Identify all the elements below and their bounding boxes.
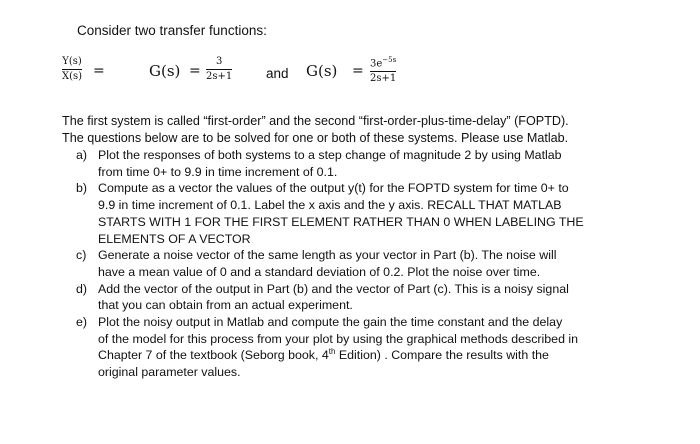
item-line: Generate a noise vector of the same length as your vector in Part (b). The noise will — [98, 248, 557, 263]
item-line: Plot the responses of both systems to a step change of magnitude 2 by using Matlab — [98, 148, 562, 162]
item-marker: d) — [76, 281, 88, 296]
item-line — [98, 347, 682, 364]
second-numerator-base: 3e — [370, 58, 383, 70]
description-paragraph — [62, 113, 672, 147]
item-marker: b) — [76, 181, 88, 196]
item-line: 9.9 in time increment of 0.1. Label the x axis and the y axis. RECALL THAT MATLAB — [98, 198, 562, 213]
fraction-bar — [370, 71, 396, 72]
question-list — [62, 147, 682, 381]
lhs-fraction — [62, 56, 82, 83]
paragraph-line: The questions below are to be solved for one or both of these systems. Please use Matlab. — [62, 131, 569, 145]
question-e — [62, 314, 682, 381]
lhs-denominator: X(s) — [62, 71, 83, 82]
item-line: original parameter values. — [98, 365, 241, 380]
intro-text: Consider two transfer functions: — [77, 23, 267, 38]
item-line: Plot the noisy output in Matlab and compute the gain the time constant and the delay — [98, 315, 563, 330]
item-line: have a mean value of 0 and a standard deviation of 0.2. Plot the noise over time. — [98, 264, 541, 279]
second-numerator-exponent: −5s — [382, 56, 397, 64]
equals-sign: = — [93, 63, 105, 79]
fraction-bar — [62, 69, 82, 70]
first-order-fraction — [206, 56, 232, 83]
equation-row — [62, 54, 662, 94]
g-label-first: G(s) — [149, 62, 181, 80]
foptd-fraction — [370, 54, 396, 85]
item-line: of the model for this process from your plot by using the graphical methods described in — [98, 331, 579, 346]
line-segment: Edition) . Compare the results with the — [335, 348, 549, 363]
lhs-numerator: Y(s) — [62, 56, 82, 67]
edition-superscript: th — [328, 347, 336, 357]
item-marker: c) — [76, 248, 87, 263]
item-marker: a) — [76, 148, 88, 162]
item-line: STARTS WITH 1 FOR THE FIRST ELEMENT RATHER THAN 0 WHEN LABELING THE — [98, 214, 584, 229]
equals-sign: = — [189, 63, 201, 79]
line-segment: Chapter 7 of the textbook (Seborg book, 4 — [98, 348, 329, 363]
second-denominator: 2s+1 — [370, 73, 397, 85]
item-line: Compute as a vector the values of the output y(t) for the FOPTD system for time 0+ to — [98, 181, 569, 196]
equals-sign: = — [352, 63, 364, 79]
question-d — [62, 281, 682, 314]
question-a — [62, 147, 682, 180]
item-marker: e) — [76, 315, 88, 330]
item-line: from time 0+ to 9.9 in time increment of 0.1. — [98, 164, 338, 179]
second-numerator — [370, 54, 396, 70]
question-c — [62, 247, 682, 280]
first-numerator: 3 — [215, 56, 223, 67]
item-line: ELEMENTS OF A VECTOR — [98, 231, 251, 246]
fraction-bar — [206, 69, 232, 70]
item-line: that you can obtain from an actual experiment. — [98, 298, 353, 313]
question-b — [62, 180, 682, 247]
paragraph-line: The first system is called “first-order” and the second “first-order-plus-time-delay” (FOPTD). — [62, 114, 569, 128]
first-denominator: 2s+1 — [206, 71, 233, 82]
item-line: Add the vector of the output in Part (b) and the vector of Part (c). This is a noisy signal — [98, 281, 569, 296]
and-word: and — [266, 66, 289, 81]
g-label-second: G(s) — [306, 62, 338, 80]
